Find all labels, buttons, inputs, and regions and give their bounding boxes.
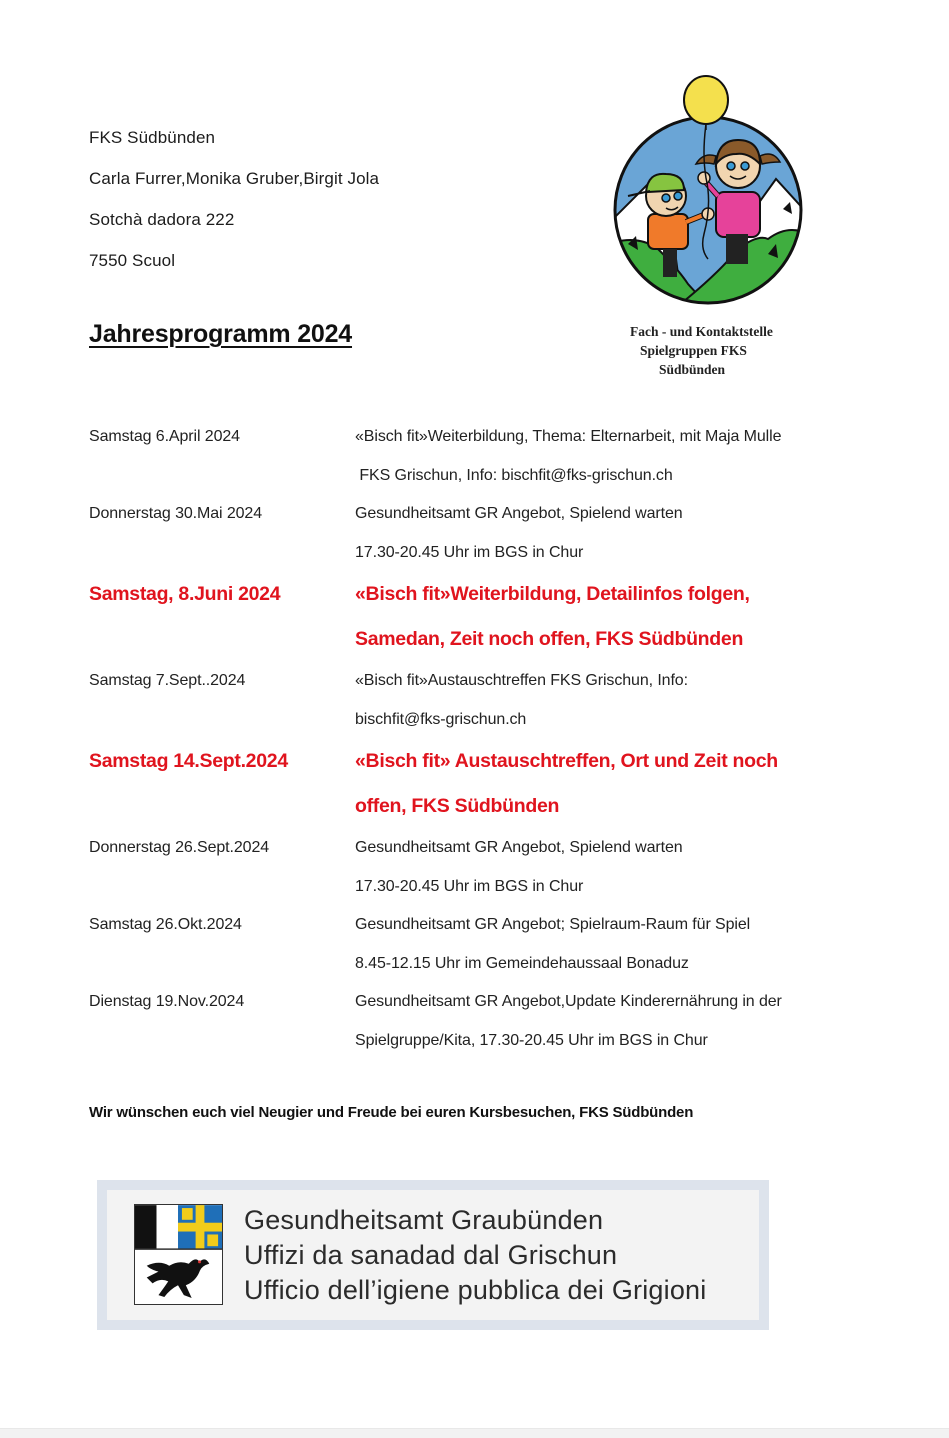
event-description-line: Gesundheitsamt GR Angebot, Spielend warten [355,839,683,856]
event-row [89,906,869,983]
street-address: Sotchà dadora 222 [89,210,235,229]
event-row [89,418,869,495]
sponsor-line-italian: Ufficio dell’igiene pubblica dei Grigioni [244,1275,707,1305]
event-date: Samstag 7.Sept..2024 [89,672,246,689]
event-row [89,829,869,906]
sponsor-line-romansh: Uffizi da sanadad dal Grischun [244,1240,618,1270]
event-row [89,495,869,572]
event-description-line: offen, FKS Südbünden [355,795,560,817]
logo-caption [600,322,820,379]
event-description-line: bischfit@fks-grischun.ch [355,710,527,728]
event-date: Dienstag 19.Nov.2024 [89,993,245,1010]
fks-children-balloon-logo-icon [608,74,808,306]
event-description-line: 17.30-20.45 Uhr im BGS in Chur [355,543,584,561]
event-row [89,983,869,1060]
organization-name: FKS Südbünden [89,128,216,147]
page-title: Jahresprogramm 2024 [89,320,353,348]
sponsor-banner [97,1180,769,1330]
event-description-line: 17.30-20.45 Uhr im BGS in Chur [355,877,584,895]
event-description-line: Spielgruppe/Kita, 17.30-20.45 Uhr im BGS in Chur [355,1031,708,1049]
logo-caption-line: Südbünden [659,362,726,377]
event-date: Samstag 6.April 2024 [89,428,240,445]
event-date: Samstag 26.Okt.2024 [89,916,242,933]
event-description-line: 8.45-12.15 Uhr im Gemeindehaussaal Bonaduz [355,954,689,972]
event-description-line: Gesundheitsamt GR Angebot; Spielraum-Raum für Spiel [355,916,751,933]
postal-city: 7550 Scuol [89,251,176,270]
event-date: Samstag 14.Sept.2024 [89,750,288,772]
logo-caption-line: Spielgruppen FKS [640,343,747,358]
event-description-line: «Bisch fit»Austauschtreffen FKS Grischun, Info: [355,672,688,689]
event-row [89,662,869,739]
event-description-line: «Bisch fit» Austauschtreffen, Ort und Zeit noch [355,750,778,772]
event-row-highlighted [89,739,869,829]
event-date: Donnerstag 30.Mai 2024 [89,505,263,522]
closing-message: Wir wünschen euch viel Neugier und Freude bei euren Kursbesuchen, FKS Südbünden [89,1104,694,1121]
event-description-line: «Bisch fit»Weiterbildung, Detailinfos folgen, [355,583,750,605]
contact-names: Carla Furrer,Monika Gruber,Birgit Jola [89,169,380,188]
graubuenden-coat-of-arms-icon [134,1204,223,1305]
event-row-highlighted [89,572,869,662]
logo-caption-line: Fach - und Kontaktstelle [630,324,773,339]
sponsor-line-german: Gesundheitsamt Graubünden [244,1205,604,1235]
event-date: Donnerstag 26.Sept.2024 [89,839,270,856]
event-schedule [89,418,869,1060]
event-description-line: Gesundheitsamt GR Angebot, Spielend warten [355,505,683,522]
event-description-line: Gesundheitsamt GR Angebot,Update Kinderernährung in der [355,993,782,1010]
event-description-line: FKS Grischun, Info: bischfit@fks-grischun.ch [355,466,673,484]
event-date: Samstag, 8.Juni 2024 [89,583,281,605]
event-description-line: «Bisch fit»Weiterbildung, Thema: Elternarbeit, mit Maja Mulle [355,428,782,445]
sponsor-text [244,1203,706,1308]
event-description-line: Samedan, Zeit noch offen, FKS Südbünden [355,628,744,650]
bottom-scroll-edge [0,1428,949,1438]
sender-address [89,117,379,281]
